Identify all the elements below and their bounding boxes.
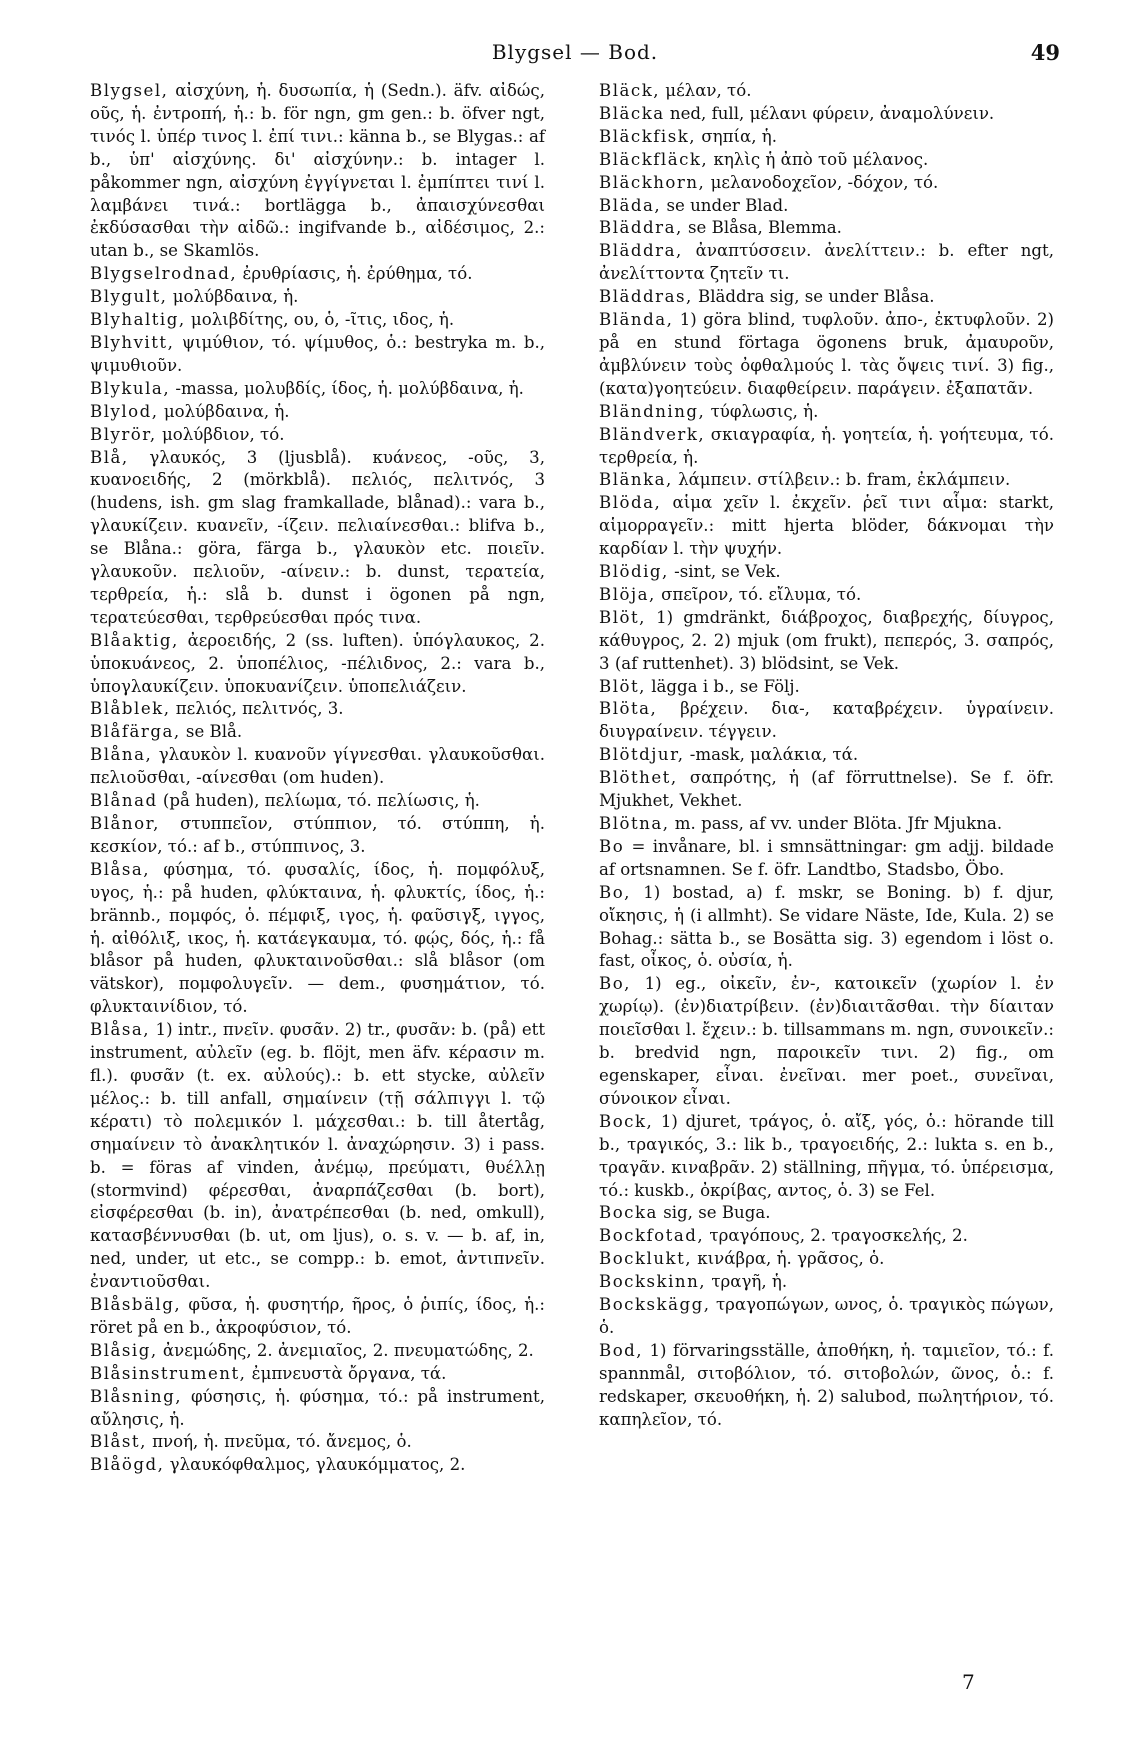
entry-definition: -mask, μαλάκια, τά. [684,745,859,765]
dictionary-entry [599,1225,1054,1248]
entry-headword: Bocka [599,1203,658,1223]
entry-definition: φύσημα, τό. φυσαλίς, ίδος, ἡ. πομφόλυξ, υγος, ἡ.: på huden, φλύκταινα, ἡ. φλυκτίς, ίδος, ἡ.: brännb., πομφός, ὁ. πέμφιξ, ιγος, ἡ. φαῦσιγξ, ιγγος, ἡ. αἰθόλιξ, ικος, ἡ. κατάεγκαυμα, τό. φῴς, δός, ἡ.: få blåsor på huden, φλυκταινοῦσθαι.: slå blåsor (om vätskor), πομφολυγεῖν. — dem., φυσημάτιον, τό. φλυκταινίδιον, τό. [90,859,545,1017]
dictionary-entry [599,767,1054,813]
entry-headword: Blånad [90,791,158,811]
entry-headword: Bläck, [599,81,661,100]
entry-definition: ἐμπνευστὰ ὄργανα, τά. [246,1363,447,1383]
dictionary-entry [599,80,1054,103]
entry-definition: 1) göra blind, τυφλοῦν. ἀπο-, ἐκτυφλοῦν. 2) på en stund förtaga ögonens bruk, ἀμαυροῦν, ἀμβλύνειν τοὺς ὀφθαλμούς l. τὰς ὄψεις τινί. 3) fig., (κατα)γοητεύειν. διαφθείρειν. παράγειν. ἐξαπατᾶν. [599,310,1054,398]
entry-headword: Bländverk, [599,424,706,444]
dictionary-entry [599,1294,1054,1340]
entry-headword: Blyhvitt, [90,332,175,352]
entry-headword: Blykula, [90,378,171,398]
entry-headword: Bockskinn, [599,1272,707,1292]
dictionary-entry [90,630,545,699]
dictionary-entry [599,103,1054,126]
entry-headword: Blygult, [90,287,168,307]
entry-definition: μέλαν, τό. [660,81,752,100]
entry-headword: Blåaktig, [90,630,179,650]
entry-definition: ἐρυθρίασις, ἡ. ἐρύθημα, τό. [237,264,473,284]
dictionary-entry [90,1431,545,1454]
entry-definition: σκιαγραφία, ἡ. γοητεία, ἡ. γοήτευμα, τό. τερθρεία, ἡ. [599,424,1054,467]
entry-headword: Blöt, [599,676,646,696]
entry-definition: 1) bostad, a) f. mskr, se Boning. b) f. djur, οἴκησις, ἡ (i allmht). Se vidare Näste, Ide, Kula. 2) se Bohag.: sätta b., se Bosätta sig. 3) egendom i löst o. fast, οἶκος, ὁ. οὐσία, ἡ. [599,882,1054,971]
entry-headword: Blåsning, [90,1386,182,1406]
entry-definition: 1) intr., πνεῖν. φυσᾶν. 2) tr., φυσᾶν: b. (på) ett instrument, αὐλεῖν (eg. b. flöjt, men äfv. κέρασιν m. fl.). φυσᾶν (t. ex. αὐλούς).: b. ett stycke, αὐλεῖν μέλος.: b. till anfall, σημαίνειν (τῇ σάλπιγγι l. τῷ κέρατι) τὸ πολεμικόν l. μάχεσθαι.: b. till återtåg, σημαίνειν τὸ ἀνακλητικόν l. ἀναχώρησιν. 3) i pass. b. = föras af vinden, ἀνέμῳ, πρεύματι, θυέλλῃ (stormvind) φέρεσθαι, ἀναρπάζεσθαι (b. bort), εἰσφέρεσθαι (b. in), ἀνατρέπεσθαι (b. ned, omkull), κατασβέννυσθαι (b. ut, om ljus), o. s. v. — b. af, in, ned, under, ut etc., se compp.: b. emot, ἀντιπνεῖν. ἐναντιοῦσθαι. [90,1020,545,1292]
entry-definition: lägga i b., se Följ. [645,676,800,696]
entry-definition: μολύβδαινα, ἡ. [167,287,299,307]
entry-headword: Blåsbälg, [90,1295,182,1315]
dictionary-entry [90,1386,545,1432]
dictionary-entry [599,973,1054,1110]
left-column [90,80,545,1477]
dictionary-entry [599,469,1054,492]
dictionary-entry [90,1454,545,1477]
entry-definition: 1) gmdränkt, διάβροχος, διαβρεχής, δίυγρος, κάθυγρος, 2. 2) mjuk (om frukt), πεπερός, 3. σαπρός, 3 (af ruttenhet). 3) blödsint, se Vek. [599,607,1054,673]
dictionary-entry [599,1248,1054,1271]
entry-definition: ψιμύθιον, τό. ψίμυθος, ὁ.: bestryka m. b., ψιμυθιοῦν. [90,332,545,375]
entry-definition: ἀεροειδής, 2 (ss. luften). ὑπόγλαυκος, 2. ὑποκυάνεος, 2. ὑποπέλιος, -πέλιδνος, 2.: vara b., ὑπογλαυκίζειν. ὑποκυανίζειν. ὑποπελιάζειν. [90,630,545,696]
entry-headword: Bockfotad, [599,1226,705,1246]
dictionary-entry [599,126,1054,149]
entry-headword: Blåblek, [90,699,171,719]
entry-definition: se Blå. [180,722,243,742]
dictionary-entry [599,424,1054,470]
entry-definition: 1) djuret, τράγος, ὁ. αἴξ, γός, ὁ.: hörande till b., τραγικός, 3.: lik b., τραγοειδής, 2.: lukta s. en b., τραγᾶν. κιναβρᾶν. 2) ställning, πῆγμα, τό. ὑπέρεισμα, τό.: kuskb., ὀκρίβας, αντος, ὁ. 3) se Fel. [599,1111,1054,1200]
dictionary-entry [90,447,545,630]
entry-definition: 1) förvaringsställe, ἀποθήκη, ἡ. ταμιεῖον, τό.: f. spannmål, σιτοβόλιον, τό. σιτοβολών, ῶνος, ὁ.: f. redskaper, σκευοθήκη, ἡ. 2) salubod, πωλητήριον, τό. καπηλεῖον, τό. [599,1340,1054,1429]
dictionary-entry [599,676,1054,699]
entry-headword: Bländning, [599,401,706,421]
entry-definition: σπεῖρον, τό. εἴλυμα, τό. [655,584,862,604]
entry-definition: αἰσχύνη, ἡ. δυσωπία, ἡ (Sedn.). äfv. αἰδώς, οῦς, ἡ. ἐντροπή, ἡ.: b. för ngn, gm gen.: b. öfver ngt, τινός l. ὑπέρ τινος l. ἐπί τινι.: känna b., se Blygas.: af b., ὑπ' αἰσχύνης. δι' αἰσχύνην.: b. intager l. påkommer ngn, αἰσχύνη ἐγγίγνεται l. ἐμπίπτει τινί l. λαμβάνει τινά.: bortlägga b., ἀπαισχύνεσθαι ἐκδύσασθαι τὴν αἰδῶ.: ingifvande b., αἰδέσιμος, 2.: utan b., se Skamlös. [90,81,545,261]
dictionary-entry [599,813,1054,836]
entry-definition: πνοή, ἡ. πνεῦμα, τό. ἄνεμος, ὁ. [146,1432,412,1452]
dictionary-entry [599,1111,1054,1203]
dictionary-entry [90,1019,545,1294]
entry-definition: βρέχειν. δια-, καταβρέχειν. ὑγραίνειν. διυγραίνειν. τέγγειν. [599,699,1054,742]
entry-headword: Blåsig, [90,1340,158,1360]
entry-headword: Blåst, [90,1432,147,1452]
dictionary-entry [599,882,1054,974]
entry-headword: Blänka, [599,470,673,490]
entry-headword: Bläddra, [599,241,683,261]
dictionary-entry [90,1363,545,1386]
dictionary-entry [599,492,1054,561]
entry-headword: Blyrör, [90,424,157,444]
entry-headword: Bock, [599,1111,654,1131]
entry-definition: μολύβδιον, τό. [156,424,285,444]
entry-definition: κινάβρα, ἡ. γρᾶσος, ὁ. [692,1249,885,1269]
dictionary-entry [599,561,1054,584]
entry-headword: Blöja, [599,584,656,604]
dictionary-entry [90,859,545,1019]
entry-definition: φύσησις, ἡ. φύσημα, τό.: på instrument, αὔλησις, ἡ. [90,1386,545,1429]
entry-headword: Bläcka [599,103,665,123]
entry-definition: -massa, μολυβδίς, ίδος, ἡ. μολύβδαινα, ἡ. [170,378,524,398]
entry-headword: Blöta, [599,699,658,719]
entry-definition: sig, se Buga. [657,1203,771,1223]
dictionary-entry [90,332,545,378]
dictionary-entry [599,240,1054,286]
entry-headword: Bläckhorn, [599,172,706,192]
entry-definition: γλαυκόφθαλμος, γλαυκόμματος, 2. [164,1455,466,1475]
entry-headword: Blöda, [599,493,662,513]
entry-headword: Blåsa, [90,1020,151,1040]
dictionary-entry [90,424,545,447]
entry-headword: Blötna, [599,814,670,833]
dictionary-entry [599,1202,1054,1225]
dictionary-entry [90,309,545,332]
running-head: Blygsel — Bod. [491,40,659,64]
dictionary-entry [90,744,545,790]
entry-headword: Blygsel, [90,81,169,100]
entry-headword: Bocklukt, [599,1249,693,1269]
right-column [599,80,1054,1431]
entry-definition: ἀνεμώδης, 2. ἀνεμιαῖος, 2. πνευματώδης, 2. [157,1340,534,1360]
entry-definition: (på huden), πελίωμα, τό. πελίωσις, ἡ. [157,791,480,811]
entry-definition: ἀναπτύσσειν. ἀνελίττειν.: b. efter ngt, ἀνελίττοντα ζητεῖν τι. [599,241,1054,284]
entry-headword: Bo, [599,882,631,902]
entry-definition: se under Blad. [661,195,789,215]
entry-definition: κηλὶς ἡ ἀπὸ τοῦ μέλανος. [708,149,929,169]
entry-headword: Blåna, [90,745,153,765]
entry-definition: σαπρότης, ἡ (af förruttnelse). Se f. öfr. Mjukhet, Vekhet. [599,768,1054,811]
dictionary-entry [90,721,545,744]
entry-definition: τύφλωσις, ἡ. [705,401,819,421]
page-number: 49 [1030,40,1060,65]
entry-headword: Bläckfisk, [599,126,697,146]
entry-headword: Bo [599,836,625,856]
entry-definition: σηπία, ἡ. [696,126,777,146]
entry-headword: Blödig, [599,562,669,582]
entry-headword: Bockskägg, [599,1295,711,1315]
entry-headword: Blygselrodnad, [90,264,238,284]
dictionary-entry [599,195,1054,218]
entry-definition: μολύβδαινα, ἡ. [158,401,290,421]
entry-headword: Bläddras, [599,287,693,307]
dictionary-entry [599,217,1054,240]
entry-definition: m. pass, af vv. under Blöta. Jfr Mjukna. [669,814,1003,833]
dictionary-entry [599,309,1054,401]
dictionary-entry [599,401,1054,424]
entry-headword: Bläckfläck, [599,149,709,169]
dictionary-entry [599,1271,1054,1294]
entry-definition: μολιβδίτης, ου, ὁ, -ῖτις, ιδος, ἡ. [185,310,455,330]
dictionary-entry [90,813,545,859]
dictionary-entry [90,378,545,401]
entry-definition: μελανοδοχεῖον, -δόχον, τό. [705,172,939,192]
dictionary-entry [90,698,545,721]
dictionary-entry [90,80,545,263]
entry-headword: Blyhaltig, [90,310,186,330]
dictionary-entry [90,790,545,813]
entry-headword: Blåsinstrument, [90,1363,247,1383]
entry-headword: Blånor, [90,814,160,833]
dictionary-entry [90,401,545,424]
entry-headword: Bod, [599,1340,644,1360]
dictionary-entry [599,1340,1054,1432]
dictionary-entry [599,149,1054,172]
dictionary-entry [599,836,1054,882]
dictionary-entry [599,286,1054,309]
dictionary-entry [90,263,545,286]
dictionary-entry [599,698,1054,744]
entry-definition: φῦσα, ἡ. φυσητήρ, ῆρος, ὁ ῥιπίς, ίδος, ἡ.: röret på en b., ἀκροφύσιον, τό. [90,1295,545,1337]
entry-definition: se Blåsa, Blemma. [682,218,842,238]
entry-definition: ned, full, μέλανι φύρειν, ἀναμολύνειν. [664,103,995,123]
dictionary-entry [599,172,1054,195]
entry-headword: Blå, [90,447,129,467]
entry-definition: τραγοπώγων, ωνος, ὁ. τραγικὸς πώγων, ὁ. [599,1295,1054,1337]
entry-definition: -sint, se Vek. [668,562,781,582]
entry-definition: τραγόπους, 2. τραγοσκελής, 2. [704,1226,968,1246]
entry-headword: Blåfärga, [90,722,181,742]
entry-headword: Blända, [599,310,674,330]
dictionary-entry [599,744,1054,767]
dictionary-entry [90,1294,545,1340]
entry-definition: γλαυκός, 3 (ljusblå). κυάνεος, -οῦς, 3, κυανοειδής, 2 (mörkblå). πελιός, πελιτνός, 3 (hudens, ish. gm slag framkallade, blånad).: vara b., γλαυκίζειν. κυανεῖν, -ίζειν. πελιαίνεσθαι.: blifva b., se Blåna.: göra, färga b., γλαυκὸν etc. ποιεῖν. γλαυκοῦν. πελιοῦν, -αίνειν.: b. dunst, τερατεία, τερθρεία, ἡ.: slå b. dunst i ögonen på ngn, τερατεύεσθαι, τερθρεύεσθαι πρός τινα. [90,447,545,627]
entry-definition: Bläddra sig, se under Blåsa. [692,287,935,307]
entry-definition: τραγῆ, ἡ. [706,1272,788,1292]
entry-definition: πελιός, πελιτνός, 3. [170,699,344,719]
entry-headword: Bo, [599,974,631,994]
signature-mark: 7 [962,1670,975,1694]
entry-headword: Blylod, [90,401,159,421]
entry-definition: λάμπειν. στίλβειν.: b. fram, ἐκλάμπειν. [672,470,1011,490]
page-header [90,40,1060,70]
dictionary-entry [599,584,1054,607]
entry-definition: γλαυκὸν l. κυανοῦν γίγνεσθαι. γλαυκοῦσθαι. πελιοῦσθαι, -αίνεσθαι (om huden). [90,745,545,788]
entry-headword: Blöthet, [599,768,678,788]
entry-headword: Bläddra, [599,218,683,238]
entry-definition: στυππεῖον, στύππιον, τό. στύππη, ἡ. κεσκίον, τό.: af b., στύππινος, 3. [90,814,545,856]
entry-headword: Blåsa, [90,859,151,879]
dictionary-entry [90,1340,545,1363]
entry-headword: Blöt, [599,607,646,627]
entry-headword: Bläda, [599,195,662,215]
entry-definition: αἱμα χεῖν l. ἐκχεῖν. ῥεῖ τινι αἷμα: starkt, αἱμορραγεῖν.: mitt hjerta blöder, δάκνομαι τὴν καρδίαν l. τὴν ψυχήν. [599,493,1054,559]
entry-definition: = invånare, bl. i smnsättningar: gm adjj. bildade af ortsnamnen. Se f. öfr. Landtbo, Stadsbo, Öbo. [599,836,1054,879]
entry-headword: Blåögd, [90,1455,165,1475]
dictionary-entry [90,286,545,309]
dictionary-entry [599,607,1054,676]
entry-definition: 1) eg., οἰκεῖν, ἐν-, κατοικεῖν (χωρίον l. ἐν χωρίῳ). (ἐν)διατρίβειν. (ἐν)διαιτᾶσθαι. τὴν δίαιταν ποιεῖσθαι l. ἔχειν.: b. tillsammans m. ngn, συνοικεῖν.: b. bredvid ngn, παροικεῖν τινι. 2) fig., om egenskaper, εἶναι. ἐνεῖναι. mer poet., συνεῖναι, σύνοικον εἶναι. [599,974,1054,1108]
entry-headword: Blötdjur, [599,745,685,765]
